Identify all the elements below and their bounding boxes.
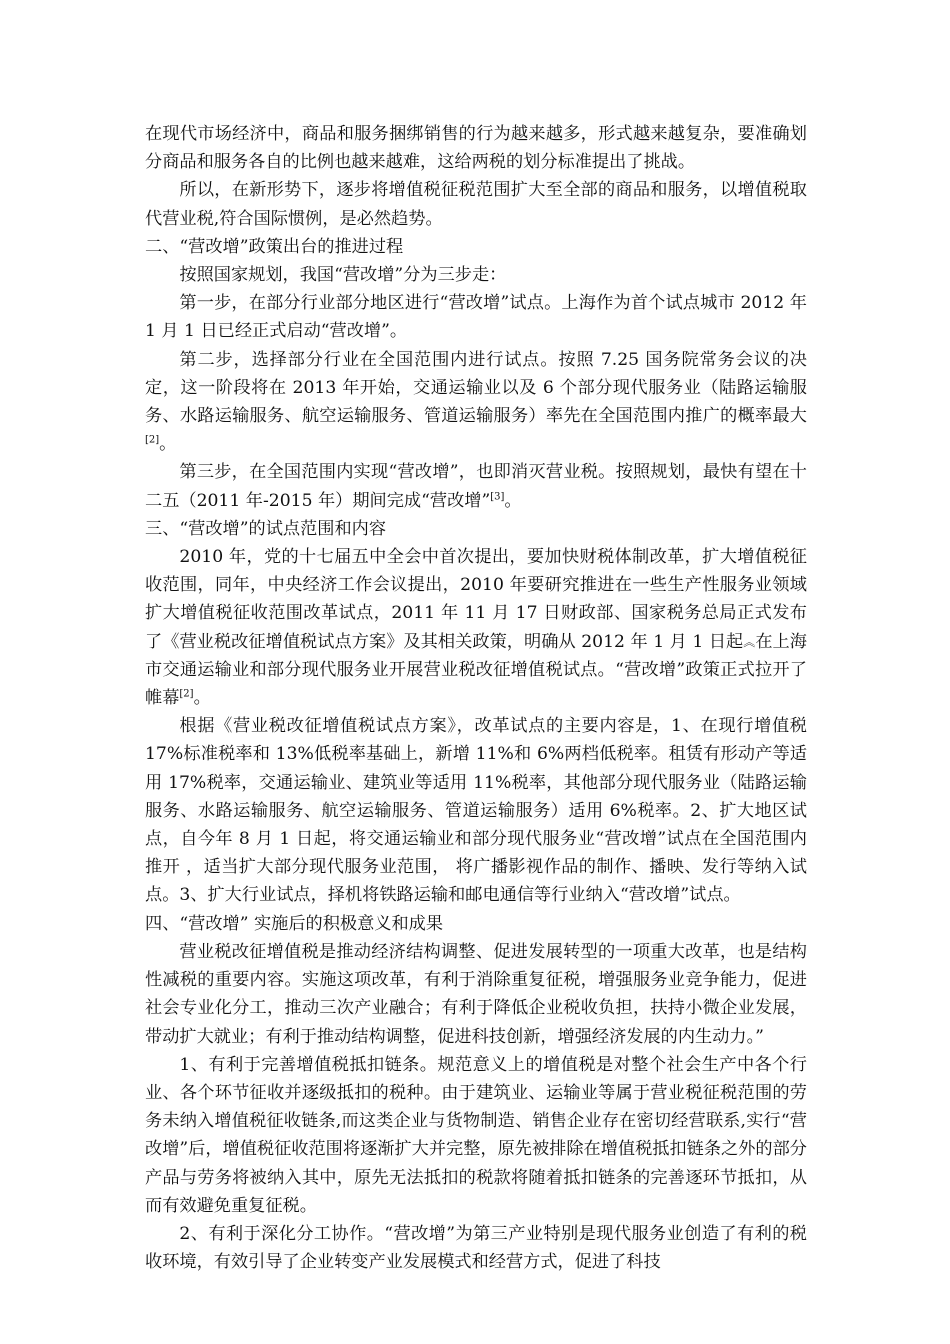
- paragraph: 营业税改征增值税是推动经济结构调整、促进发展转型的一项重大改革，也是结构性减税的重要内容。实施这项改革，有利于消除重复征税，增强服务业竞争能力，促进社会专业化分工，推动三次产业融合；有利于降低企业税收负担，扶持小微企业发展，带动扩大就业；有利于推动结构调整，促进科技创新，增强经济发展的内生动力。”: [145, 941, 807, 1047]
- paragraph: 所以，在新形势下，逐步将增值税征税范围扩大至全部的商品和服务，以增值税取代营业税,符合国际惯例，是必然趋势。: [145, 180, 807, 229]
- paragraph: 第一步，在部分行业部分地区进行“营改增”试点。上海作为首个试点城市 2012 年 1 月 1 日已经正式启动“营改增”。: [145, 293, 807, 342]
- paragraph: 按照国家规划，我国“营改增”分为三步走：: [179, 265, 507, 286]
- document-body: [145, 120, 807, 1276]
- paragraph: [145, 346, 807, 459]
- paragraph-text: 2010 年，党的十七届五中全会中首次提出，要加快财税体制改革，扩大增值税征收范围，同年，中央经济工作会议提出，2010 年要研究推进在一些生产性服务业领域扩大增值税征收范围改革试点，2011 年 11 月 17 日财政部、国家税务总局正式发布了《营业税改征增值税试点方案》及其相关政策，明确从 2012 年 1 月 1 日起: [145, 547, 807, 652]
- citation-ref: [3]: [490, 490, 505, 502]
- paragraph-end: 。: [193, 688, 211, 709]
- section-heading: 三、“营改增”的试点范围和内容: [145, 518, 387, 539]
- paragraph: [145, 543, 807, 712]
- paragraph: 1、有利于完善增值税抵扣链条。规范意义上的增值税是对整个社会生产中各个行业、各个环节征收并逐级抵扣的税种。由于建筑业、运输业等属于营业税征税范围的劳务未纳入增值税征收链条,而这类企业与货物制造、销售企业存在密切经营联系,实行“营改增”后，增值税征收范围将逐渐扩大并完整，原先被排除在增值税抵扣链条之外的部分产品与劳务将被纳入其中，原先无法抵扣的税款将随着抵扣链条的完善逐环节抵扣，从而有效避免重复征税。: [145, 1054, 807, 1216]
- paragraph: 根据《营业税改征增值税试点方案》，改革试点的主要内容是，1、在现行增值税 17%标准税率和 13%低税率基础上，新增 11%和 6%两档低税率。租赁有形动产等适用 17%税率，交通运输业、建筑业等适用 11%税率，其他部分现代服务业（陆路运输服务、水路运输服务、航空运输服务、管道运输服务）适用 6%税率。2、扩大地区试点，自今年 8 月 1 日起，将交通运输业和部分现代服务业“营改增”试点在全国范围内推开 ，适当扩大部分现代服务业范围， 将广播影视作品的制作、播映、发行等纳入试点。3、扩大行业试点，择机将铁路运输和邮电通信等行业纳入“营改增”试点。: [145, 716, 807, 906]
- paragraph-text: 第二步，选择部分行业在全国范围内进行试点。按照 7.25 国务院常务会议的决定，这一阶段将在 2013 年开始，交通运输业以及 6 个部分现代服务业（陆路运输服务、水路运输服务、航空运输服务、管道运输服务）率先在全国范围内推广的概率最大: [145, 349, 807, 427]
- paragraph-end: 。: [504, 490, 522, 511]
- stray-glyph: ︽: [743, 634, 756, 649]
- paragraph-text: 第三步，在全国范围内实现“营改增”，也即消灭营业税。按照规划，最快有望在十二五（2011 年-2015 年）期间完成“营改增”: [145, 462, 807, 511]
- paragraph: [145, 458, 807, 514]
- paragraph: 在现代市场经济中，商品和服务捆绑销售的行为越来越多，形式越来越复杂，要准确划分商品和服务各自的比例也越来越难，这给两税的划分标准提出了挑战。: [145, 124, 807, 173]
- paragraph: 2、有利于深化分工协作。“营改增”为第三产业特别是现代服务业创造了有利的税收环境，有效引导了企业转变产业发展模式和经营方式，促进了科技: [145, 1223, 807, 1273]
- paragraph-end: 。: [159, 434, 177, 455]
- citation-ref: [2]: [145, 434, 160, 446]
- section-heading: 四、“营改增” 实施后的积极意义和成果: [145, 913, 444, 934]
- section-heading: 二、“营改增”政策出台的推进过程: [145, 236, 404, 257]
- paragraph-text: 在上海市交通运输业和部分现代服务业开展营业税改征增值税试点。“营改增”政策正式拉开了帷幕: [145, 631, 807, 709]
- citation-ref: [2]: [179, 688, 194, 700]
